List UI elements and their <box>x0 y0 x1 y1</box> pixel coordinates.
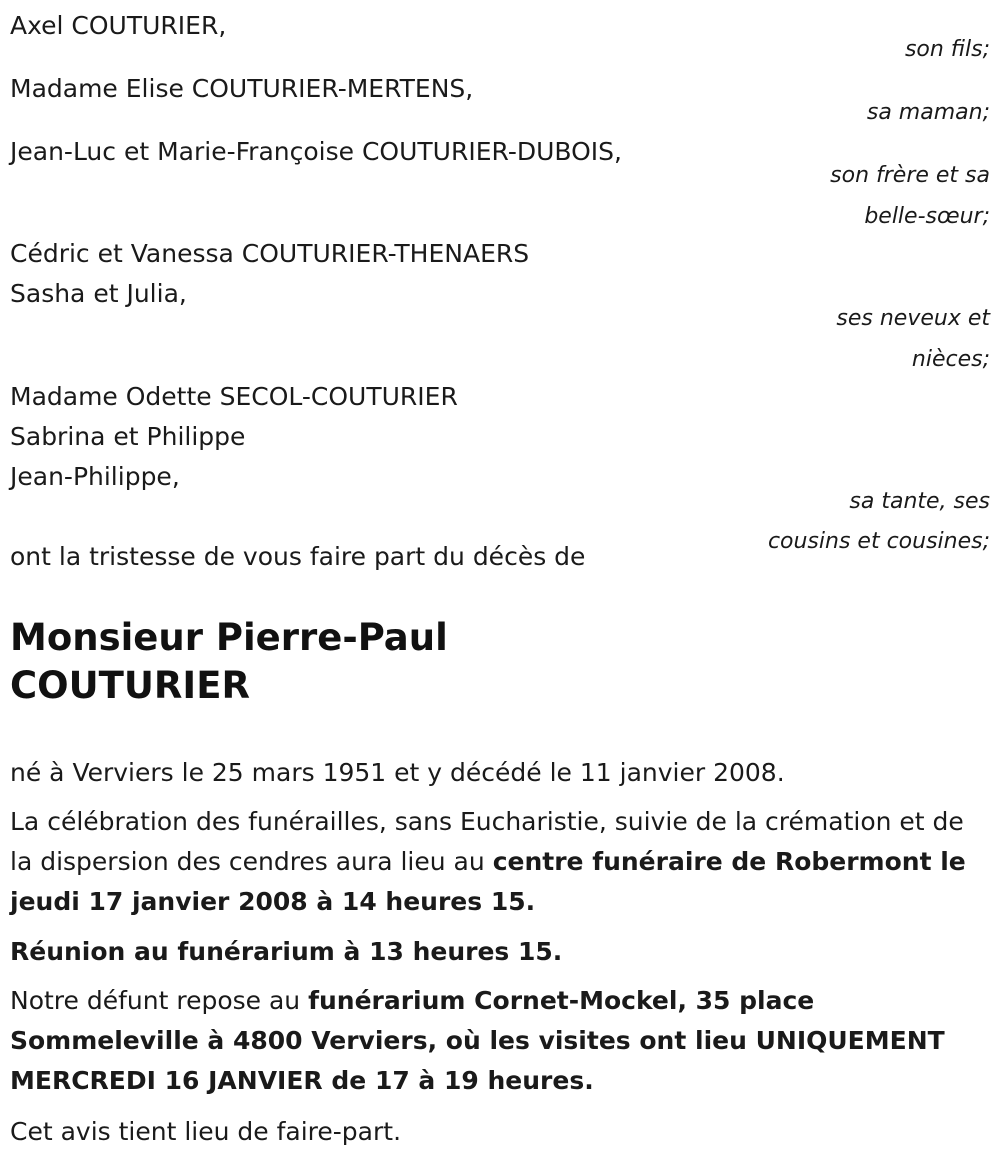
relation-label: son fils; <box>904 37 990 62</box>
meeting-bold: Réunion au funérarium à 13 heures 15. <box>10 937 563 966</box>
family-member-line: Axel COUTURIER, <box>10 11 227 40</box>
relation-label: sa maman; <box>866 100 990 125</box>
deceased-name-line2: COUTURIER <box>10 664 250 707</box>
family-member-line: Madame Elise COUTURIER-MERTENS, <box>10 74 474 103</box>
family-member-line: Jean-Philippe, <box>10 462 180 491</box>
closing-text: Cet avis tient lieu de faire-part. <box>10 1117 402 1146</box>
family-member-line: Sabrina et Philippe <box>10 422 246 451</box>
repose-text: Notre défunt repose au <box>10 986 301 1015</box>
deceased-name-line1: Monsieur Pierre-Paul <box>10 616 448 659</box>
family-member-line: Jean-Luc et Marie-Françoise COUTURIER-DUBOIS, <box>10 137 622 166</box>
ceremony-location-date: centre funéraire de Robermont le jeudi 17 janvier 2008 à 14 heures 15. <box>10 847 966 916</box>
birth-death-text: né à Verviers le 25 mars 1951 et y décédé le 11 janvier 2008. <box>10 758 785 787</box>
announcement-intro: ont la tristesse de vous faire part du décès de <box>10 542 586 571</box>
relation-label: son frère et sa <box>830 163 990 188</box>
family-member-line: Madame Odette SECOL-COUTURIER <box>10 382 458 411</box>
repose-paragraph <box>10 981 985 1101</box>
relation-label: belle-sœur; <box>864 204 990 229</box>
family-member-line: Sasha et Julia, <box>10 279 187 308</box>
deceased-name <box>10 614 448 710</box>
repose-location-visits: funérarium Cornet-Mockel, 35 place Sommeleville à 4800 Verviers, où les visites ont lieu UNIQUEMENT MERCREDI 16 JANVIER de 17 à 19 heures. <box>10 986 945 1095</box>
ceremony-text: La célébration des funérailles, sans Eucharistie, suivie de la crémation et de la dispersion des cendres aura lieu au <box>10 807 964 876</box>
relation-label: nièces; <box>911 347 990 372</box>
relation-label: ses neveux et <box>836 306 990 331</box>
relation-label: cousins et cousines; <box>767 529 990 554</box>
relation-label: sa tante, ses <box>849 489 990 514</box>
meeting-text <box>10 932 985 972</box>
ceremony-paragraph <box>10 802 985 922</box>
family-member-line: Cédric et Vanessa COUTURIER-THENAERS <box>10 239 530 268</box>
